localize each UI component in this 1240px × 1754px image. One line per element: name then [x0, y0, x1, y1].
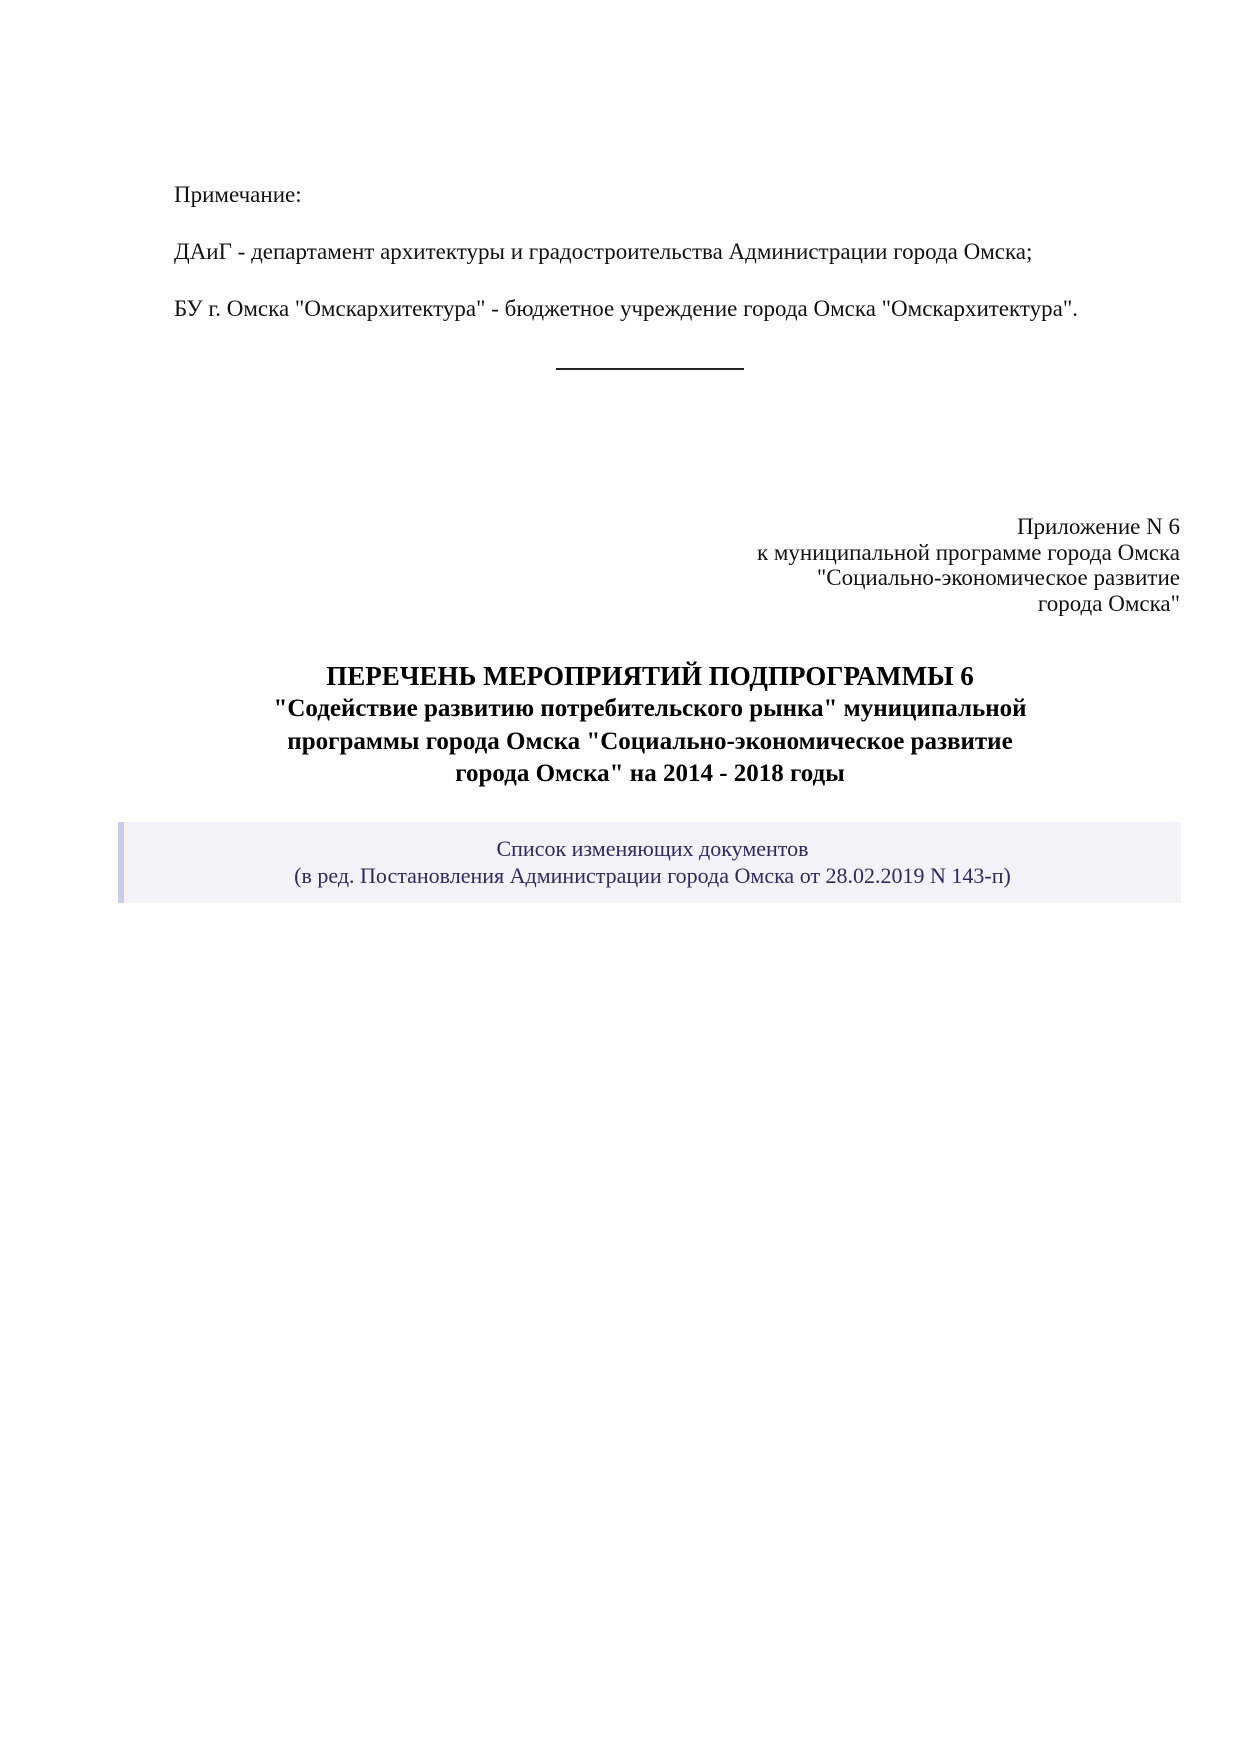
amending-documents-heading: Список изменяющих документов — [496, 836, 809, 861]
title-line: "Содействие развитию потребительского рынка" муниципальной — [273, 695, 1027, 722]
appendix-line: "Социально-экономическое развитие — [816, 565, 1180, 590]
appendix-header — [757, 514, 1180, 616]
separator-line — [556, 368, 744, 370]
note-label: Примечание: — [174, 182, 302, 207]
appendix-line: города Омска" — [1037, 590, 1180, 616]
note-bu: БУ г. Омска "Омскархитектура" - бюджетное учреждение города Омска "Омскархитектура". — [174, 296, 1078, 321]
title-line: ПЕРЕЧЕНЬ МЕРОПРИЯТИЙ ПОДПРОГРАММЫ 6 — [326, 661, 974, 691]
note-daig: ДАиГ - департамент архитектуры и градостроительства Администрации города Омска; — [174, 239, 1033, 264]
title-line: программы города Омска "Социально-экономическое развитие — [287, 727, 1013, 755]
document-title — [120, 660, 1180, 791]
amending-documents-reference: (в ред. Постановления Администрации города Омска от 28.02.2019 N 143-п) — [294, 863, 1011, 888]
title-line: города Омска" на 2014 - 2018 годы — [455, 760, 845, 787]
appendix-number: Приложение N 6 — [1016, 514, 1180, 539]
amending-documents-box — [118, 822, 1181, 903]
appendix-line: к муниципальной программе города Омска — [756, 539, 1180, 565]
